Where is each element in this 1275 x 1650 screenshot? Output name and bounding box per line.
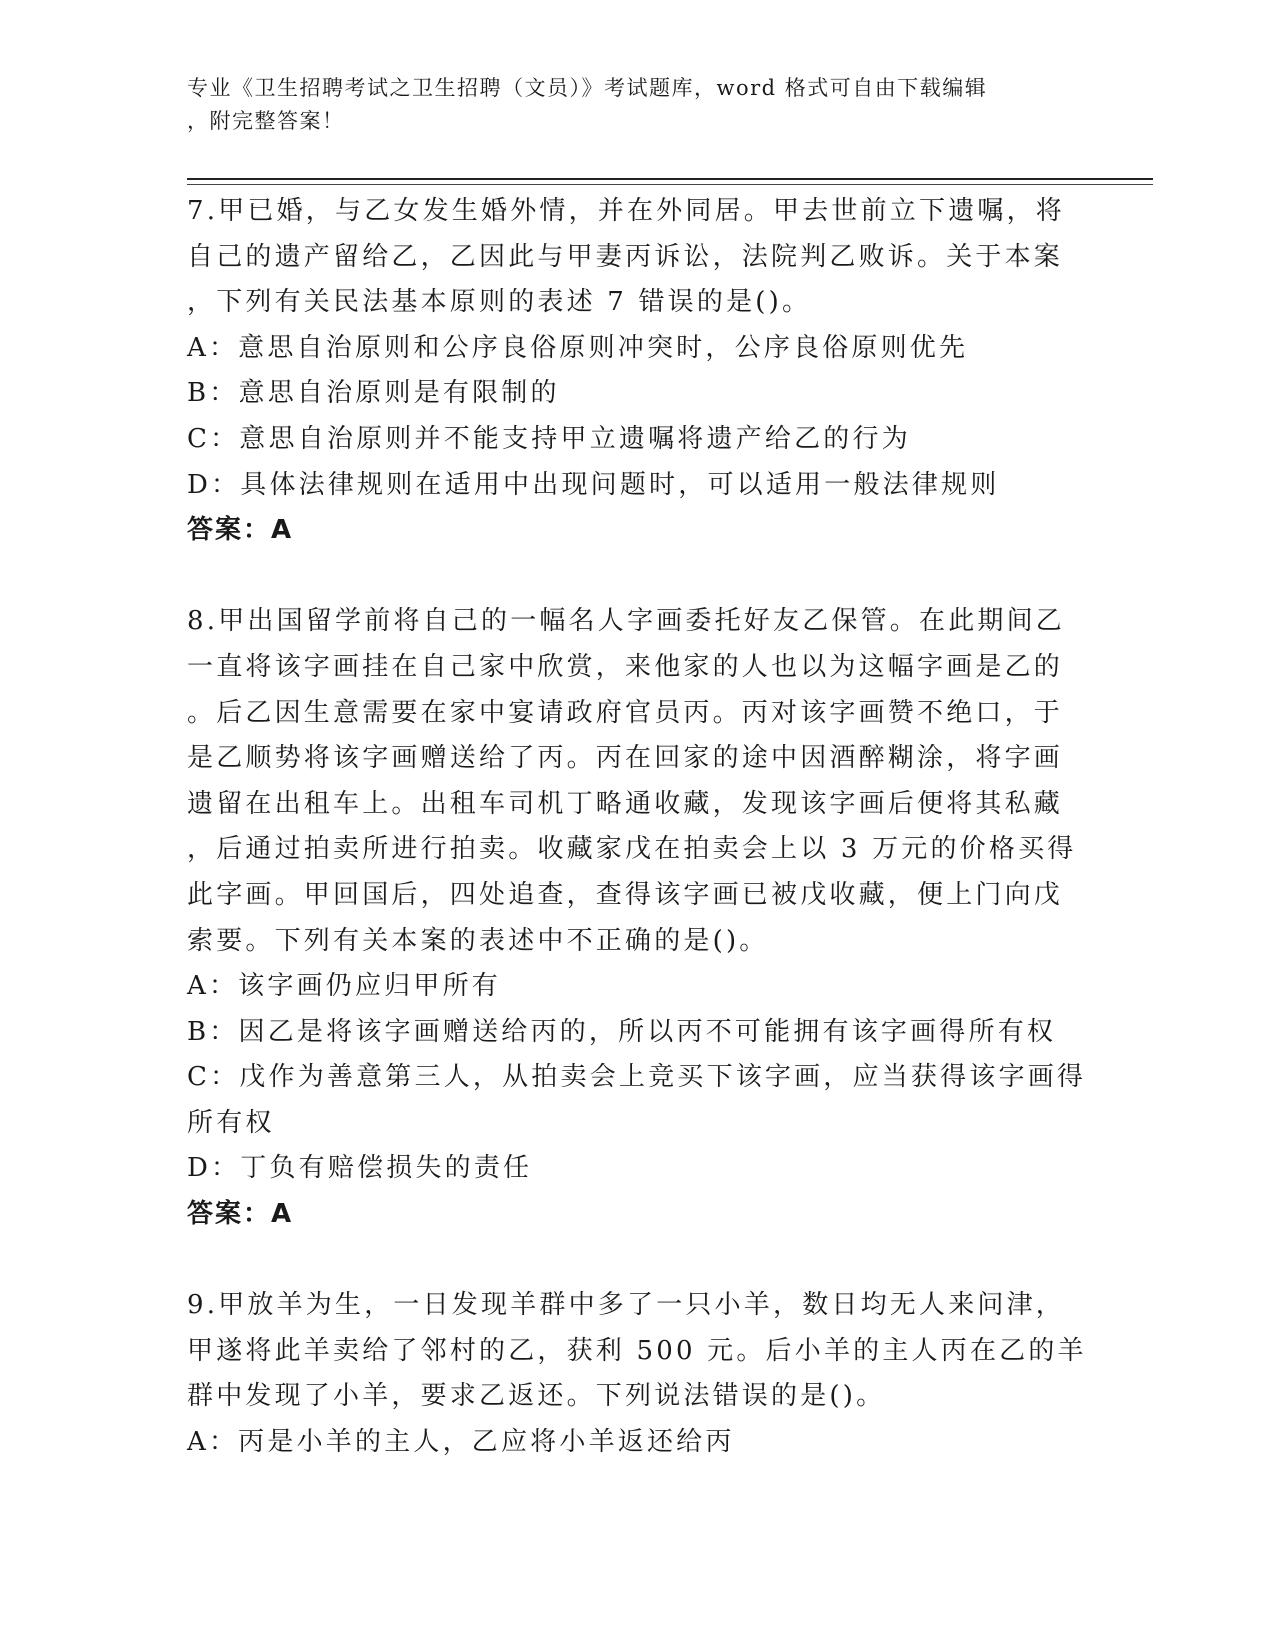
option-c: C：戊作为善意第三人，从拍卖会上竞买下该字画，应当获得该字画得: [187, 1062, 1087, 1093]
question-stem-line: 9.甲放羊为生，一日发现羊群中多了一只小羊，数日均无人来问津，: [187, 1290, 1066, 1321]
question-stem-line: 甲遂将此羊卖给了邻村的乙，获利 500 元。后小羊的主人丙在乙的羊: [187, 1335, 1087, 1366]
question-stem-line: ，后通过拍卖所进行拍卖。收藏家戊在拍卖会上以 3 万元的价格买得: [187, 834, 1077, 865]
option-a: A：该字画仍应归甲所有: [187, 971, 501, 1002]
option-b: B：意思自治原则是有限制的: [187, 378, 560, 409]
question-list: [187, 189, 1087, 1466]
question-stem-line: 8.甲出国留学前将自己的一幅名人字画委托好友乙保管。在此期间乙: [187, 606, 1066, 637]
question-stem-line: 7.甲已婚，与乙女发生婚外情，并在外同居。甲去世前立下遗嘱，将: [187, 196, 1066, 226]
question-stem-line: 群中发现了小羊，要求乙返还。下列说法错误的是()。: [187, 1381, 886, 1412]
header-divider-thin: [187, 184, 1153, 185]
question-spacer: [187, 554, 1087, 600]
option-c-continued: 所有权: [187, 1107, 275, 1138]
question-stem-line: 是乙顺势将该字画赠送给了丙。丙在回家的途中因酒醉糊涂，将字画: [187, 743, 1064, 774]
answer-line: 答案：A: [187, 1199, 294, 1230]
question-8: [187, 599, 1087, 1237]
option-a: A：丙是小羊的主人，乙应将小羊返还给丙: [187, 1427, 735, 1458]
question-stem-line: ，下列有关民法基本原则的表述 7 错误的是()。: [187, 287, 812, 318]
option-c: C：意思自治原则并不能支持甲立遗嘱将遗产给乙的行为: [187, 423, 911, 454]
document-header: [187, 72, 1067, 138]
question-9: [187, 1283, 1087, 1465]
option-a: A：意思自治原则和公序良俗原则冲突时，公序良俗原则优先: [187, 332, 969, 363]
header-line: 专业《卫生招聘考试之卫生招聘（文员）》考试题库，word 格式可自由下载编辑: [187, 76, 988, 100]
question-7: [187, 189, 1087, 554]
option-d: D：具体法律规则在适用中出现问题时，可以适用一般法律规则: [187, 469, 1000, 500]
header-line: ，附完整答案！: [187, 109, 345, 133]
question-stem-line: 自己的遗产留给乙，乙因此与甲妻丙诉讼，法院判乙败诉。关于本案: [187, 241, 1064, 272]
option-b: B：因乙是将该字画赠送给丙的，所以丙不可能拥有该字画得所有权: [187, 1016, 1057, 1047]
question-stem-line: 索要。下列有关本案的表述中不正确的是()。: [187, 925, 769, 956]
answer-line: 答案：A: [187, 515, 294, 546]
question-stem-line: 遗留在出租车上。出租车司机丁略通收藏，发现该字画后便将其私藏: [187, 788, 1064, 819]
question-stem-line: 。后乙因生意需要在家中宴请政府官员丙。丙对该字画赞不绝口，于: [187, 697, 1064, 728]
question-spacer: [187, 1238, 1087, 1284]
option-d: D：丁负有赔偿损失的责任: [187, 1153, 533, 1184]
question-stem-line: 一直将该字画挂在自己家中欣赏，来他家的人也以为这幅字画是乙的: [187, 651, 1064, 682]
header-divider-thick: [187, 178, 1153, 180]
question-stem-line: 此字画。甲回国后，四处追查，查得该字画已被戊收藏，便上门向戊: [187, 879, 1064, 910]
